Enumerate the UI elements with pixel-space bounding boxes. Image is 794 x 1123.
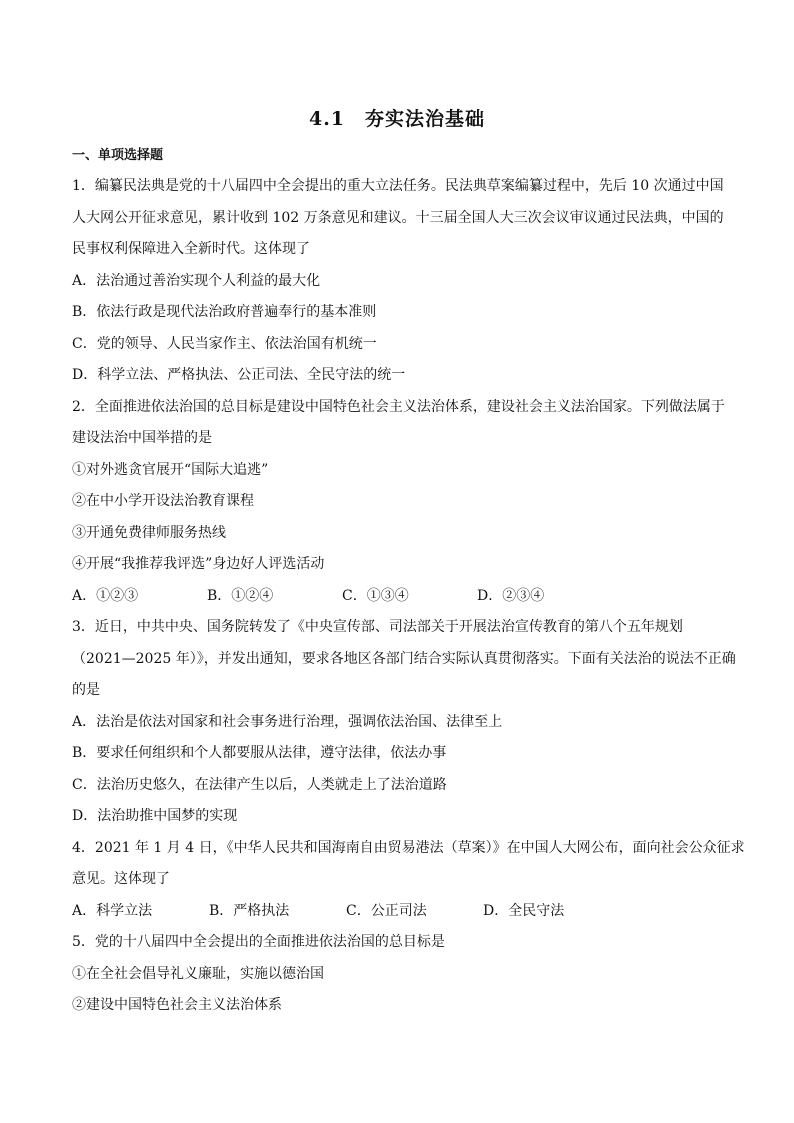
question-2 [72,392,725,613]
question-4 [72,833,745,928]
answer-option: A．科学立法 [72,902,153,919]
answer-option: D．全民守法 [483,902,565,919]
page-title: 4.1 夯实法治基础 [308,108,486,130]
answer-option: C．①③④ [342,587,409,604]
answer-option: D．②③④ [477,587,545,604]
question-text-line: 意见。这体现了 [72,871,170,887]
statement-item: ①在全社会倡导礼义廉耻，实施以德治国 [72,965,324,982]
answer-option: D．科学立法、严格执法、公正司法、全民守法的统一 [72,367,406,383]
question-text-line: 3．近日，中共中央、国务院转发了《中央宣传部、司法部关于开展法治宣传教育的第八个五年规划 [72,619,683,635]
answer-option: B．严格执法 [209,902,290,919]
question-5 [72,927,722,1022]
answer-option: A．法治通过善治实现个人利益的最大化 [72,272,321,289]
answer-option: C．公正司法 [346,902,427,919]
answer-option: C．法治历史悠久，在法律产生以后，人类就走上了法治道路 [72,776,447,793]
statement-item: ④开展“我推荐我评选”身边好人评选活动 [72,556,325,572]
answer-option: B．①②④ [207,587,274,604]
answer-option: A．法治是依法对国家和社会事务进行治理，强调依法治国、法律至上 [72,713,503,730]
answer-option: D．法治助推中国梦的实现 [72,808,238,824]
question-text-line: 4．2021 年 1 月 4 日，《中华人民共和国海南自由贸易港法（草案）》在中国人大网公布，面向社会公众征求 [72,839,745,856]
answer-option: B．依法行政是现代法治政府普遍奉行的基本准则 [72,304,377,320]
question-text-line: 人大网公开征求意见，累计收到 102 万条意见和建议。十三届全国人大三次会议审议通过民法典，中国的 [72,209,724,226]
answer-option: A．①②③ [72,587,139,604]
question-text-line: 建设法治中国举措的是 [72,430,212,446]
question-text-line: 民事权利保障进入全新时代。这体现了 [72,241,310,257]
question-text-line: 5．党的十八届四中全会提出的全面推进依法治国的总目标是 [72,934,445,950]
answer-options-row [72,581,722,613]
answer-option: C．党的领导、人民当家作主、依法治国有机统一 [72,335,377,352]
statement-item: ①对外逃贪官展开“国际大追逃” [72,461,269,478]
question-3 [72,612,736,833]
section-heading: 一、单项选择题 [72,148,164,163]
statement-item: ②建设中国特色社会主义法治体系 [72,997,282,1013]
question-text-line: （2021—2025 年）》，并发出通知，要求各地区各部门结合实际认真贯彻落实。下面有关法治的说法不正确 [72,650,736,667]
question-text-line: 的是 [72,682,100,698]
statement-item: ③开通免费律师服务热线 [72,524,226,541]
answer-option: B．要求任何组织和个人都要服从法律，遵守法律，依法办事 [72,745,447,761]
question-text-line: 1．编纂民法典是党的十八届四中全会提出的重大立法任务。民法典草案编纂过程中，先后 10 次通过中国 [72,178,724,194]
statement-item: ②在中小学开设法治教育课程 [72,493,254,509]
question-1 [72,171,722,392]
answer-options-row [72,896,722,928]
question-text-line: 2．全面推进依法治国的总目标是建设中国特色社会主义法治体系，建设社会主义法治国家。下列做法属于 [72,398,725,415]
